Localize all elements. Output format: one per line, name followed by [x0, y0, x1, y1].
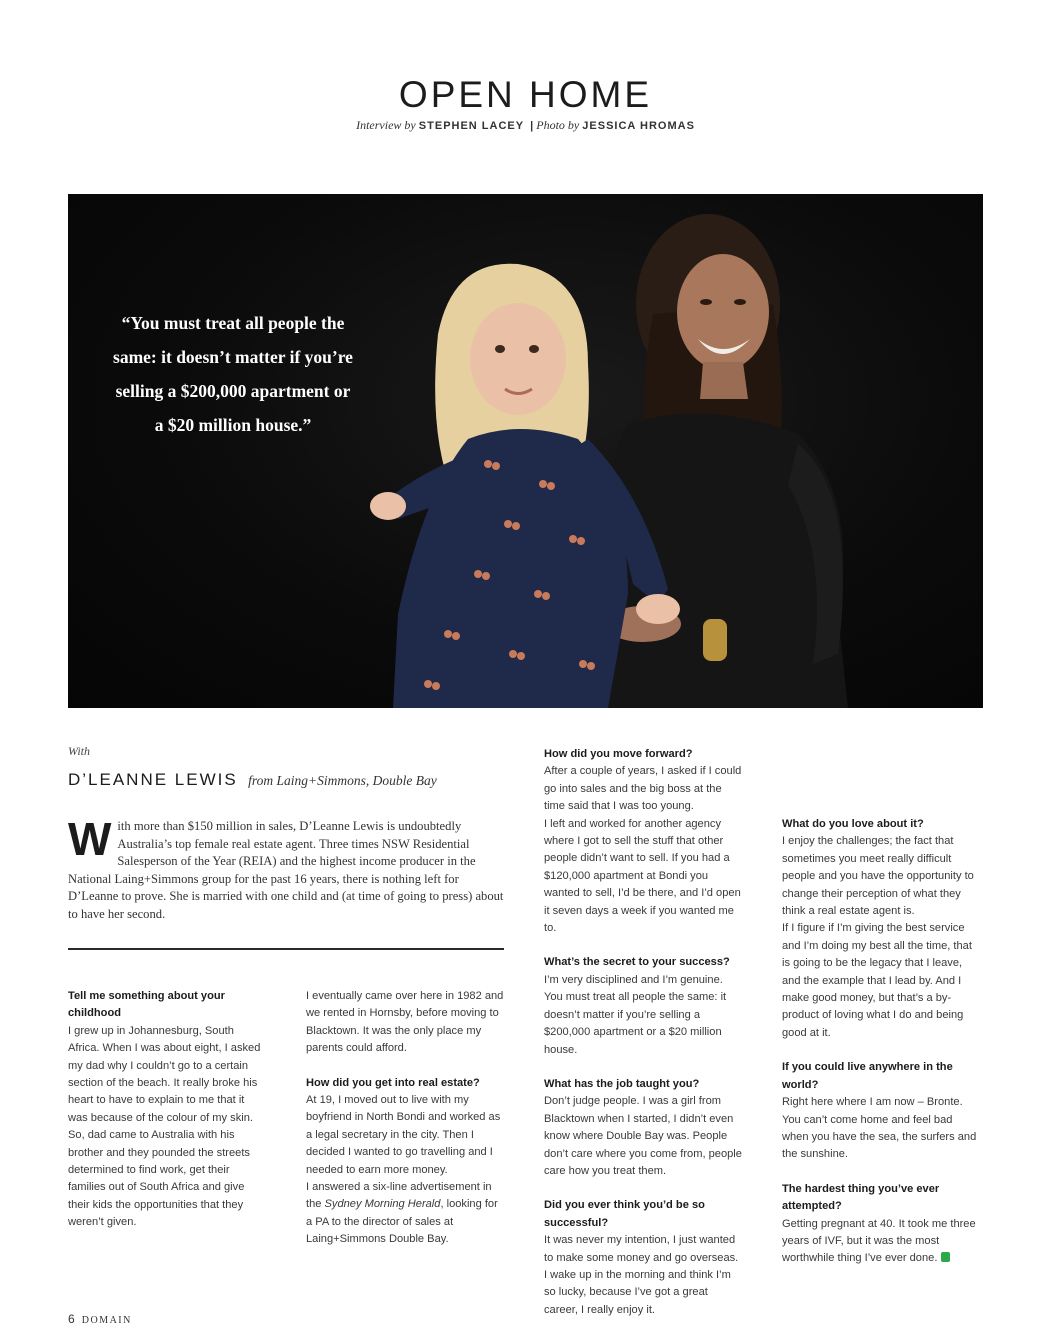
question-live-anywhere: If you could live anywhere in the world?: [782, 1061, 953, 1091]
question-hardest: The hardest thing you’ve ever attempted?: [782, 1182, 940, 1213]
photo-illustration: [68, 194, 983, 708]
answer-love-p1: I enjoy the challenges; the fact that sometimes you meet really difficult people and you have the opportunity to change their perception of what they think a real estate agent is.: [782, 835, 974, 918]
section-divider: [68, 948, 504, 950]
question-childhood: Tell me something about your childhood: [68, 990, 225, 1020]
answer-childhood-p2: So, dad came to Australia with his brother and they pounded the streets determined to find work, get their families out of South Africa and give their kids the opportunities that they weren’t given.: [68, 1129, 250, 1229]
question-love: What do you love about it?: [782, 818, 924, 830]
subject-name: D’LEANNE LEWIS: [68, 770, 238, 789]
photo-label: Photo by: [536, 118, 580, 132]
page-number: 6: [68, 1312, 75, 1326]
article-title: OPEN HOME: [398, 74, 653, 115]
pull-quote: “You must treat all people the same: it doesn’t matter if you’re selling a $200,000 apartment or a $20 million house.”: [113, 313, 353, 435]
answer-move-forward-p1: After a couple of years, I asked if I could go into sales and the big boss at the time said that I was too young.: [544, 765, 742, 813]
intro-text: ith more than $150 million in sales, D’Leanne Lewis is undoubtedly Australia’s top female real estate agent. Three times NSW Residential Salesperson of the Year (REIA) and the highest income producer in the National Laing+Simmons group for the past 16 years, there is nothing left for D’Leanne to prove. She is married with one child and (at time of going to press) about to have her second.: [68, 819, 504, 921]
with-label: With: [68, 744, 91, 758]
answer-childhood-p1: I grew up in Johannesburg, South Africa. When I was about eight, I asked my dad why I couldn’t go to a certain section of the beach. It really broke his heart to have to explain to me that it was because of the colour of my skin.: [68, 1024, 261, 1124]
end-mark-icon: [941, 1252, 950, 1262]
answer-job-taught: Don’t judge people. I was a girl from Blacktown when I started, I didn’t even know where Double Bay was. People don’t care where you come from, people care how you treat them.: [544, 1095, 742, 1177]
magazine-name: DOMAIN: [81, 1315, 132, 1326]
interview-column-3: [544, 746, 742, 1319]
interview-label: Interview by: [356, 118, 416, 132]
question-job-taught: What has the job taught you?: [544, 1077, 700, 1090]
question-move-forward: How did you move forward?: [544, 748, 693, 760]
answer-childhood-p3: I eventually came over here in 1982 and we rented in Hornsby, before moving to Blacktown. It was the only place my parents could afford.: [306, 990, 504, 1055]
question-secret: What’s the secret to your success?: [544, 956, 730, 969]
answer-move-forward-p2: I left and worked for another agency where I got to sell the stuff that other people didn’t want to sell. If you had a $120,000 apartment at Bondi you wanted to sell, I’d be there, and I’d open it seven days a week if you wanted me to.: [544, 817, 741, 935]
byline: [0, 118, 1051, 133]
interview-column-1: [68, 988, 266, 1232]
answer-real-estate-p2: I answered a six-line advertisement in the Sydney Morning Herald, looking for a PA to the director of sales at Laing+Simmons Double Bay.: [306, 1181, 498, 1246]
interview-column-4: [782, 816, 982, 1268]
byline-separator: |: [530, 120, 534, 132]
subject-affiliation: from Laing+Simmons, Double Bay: [248, 773, 437, 788]
page-footer: [68, 1312, 132, 1326]
answer-live-anywhere: Right here where I am now – Bronte. You can’t come home and feel bad when you have the sea, the surfers and the sunshine.: [782, 1096, 977, 1161]
answer-love-p2: If I figure if I’m giving the best service and I’m doing my best all the time, that is going to be the legacy that I leave, and the example that I lead by. And I make good money, but that’s a by-product of loving what I do and being good at it.: [782, 922, 972, 1039]
question-successful: Did you ever think you’d be so successful?: [544, 1199, 705, 1229]
intro-paragraph: [68, 813, 506, 924]
interview-column-2: [306, 988, 504, 1249]
question-real-estate: How did you get into real estate?: [306, 1076, 480, 1089]
answer-secret: I’m very disciplined and I’m genuine. You must treat all people the same: it doesn’t matter if you’re selling a $200,000 apartment or a $20 million house.: [544, 973, 727, 1056]
photographer-name: JESSICA HROMAS: [582, 120, 695, 132]
answer-real-estate-p1: At 19, I moved out to live with my boyfriend in North Bondi and worked as a legal secretary in the city. Then I decided I wanted to go travelling and I needed to earn more money.: [306, 1094, 501, 1176]
interviewer-name: STEPHEN LACEY: [418, 120, 525, 132]
feature-photo: [68, 194, 983, 708]
subject-line: [68, 770, 437, 790]
drop-cap: W: [68, 813, 112, 865]
answer-successful: It was never my intention, I just wanted to make some money and go overseas. I wake up in the morning and think I’m so lucky, because I’ve got a great career, I really enjoy it.: [544, 1234, 739, 1316]
answer-hardest: Getting pregnant at 40. It took me three years of IVF, but it was the most worthwhile thing I’ve ever done.: [782, 1217, 976, 1265]
newspaper-title: Sydney Morning Herald: [324, 1198, 441, 1211]
